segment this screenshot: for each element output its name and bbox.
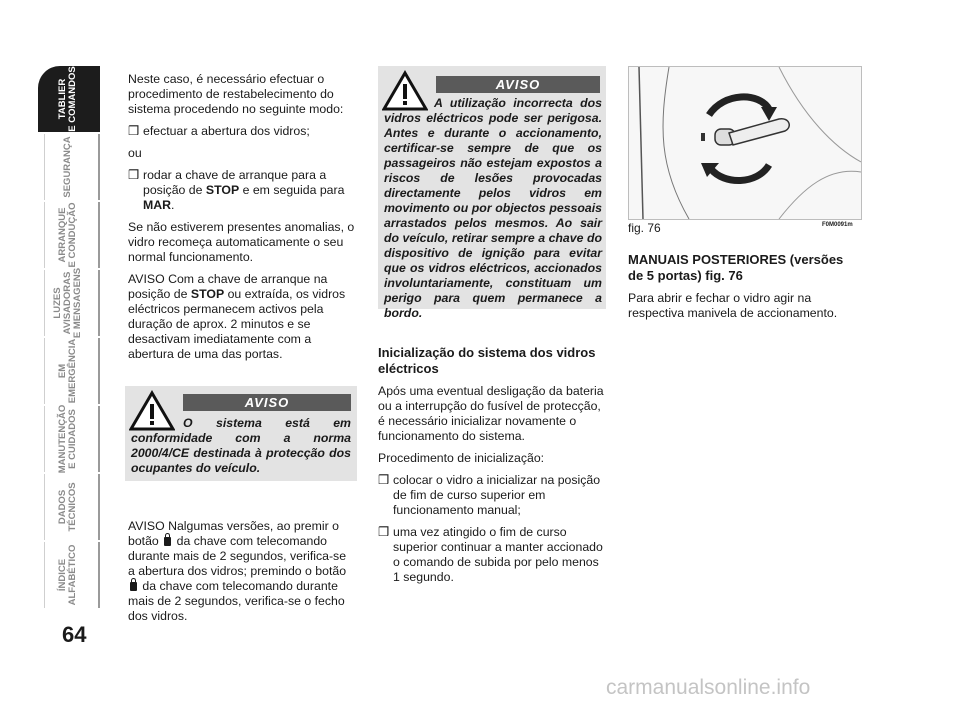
paragraph: Neste caso, é necessário efectuar o procedimento de restabelecimento do sistema procedendo no seguinte modo: xyxy=(128,72,344,116)
tab-luzes-avisadoras[interactable] xyxy=(38,267,100,339)
figure-window-crank xyxy=(628,66,862,220)
tab-label: EM EMERGÊNCIA xyxy=(57,338,78,404)
text-run: da chave com telecomando durante mais de 2 segundos, verifica-se a abertura dos vidros; premindo o botão xyxy=(128,534,347,578)
paragraph: Após uma eventual desligação da bateria ou a interrupção do fusível de protecção, é necessário inicializar novamente o funcionamento do sistema. xyxy=(378,384,604,443)
tab-tablier-e-comandos[interactable] xyxy=(38,66,100,132)
column-left xyxy=(128,72,356,369)
paragraph: Para abrir e fechar o vidro agir na respectiva manivela de accionamento. xyxy=(628,291,838,320)
list-item-text: e em seguida para xyxy=(239,183,345,197)
warning-text: A utilização incorrecta dos vidros eléctricos pode ser perigosa. Antes e durante o accionamento, certificar-se sempre de que os passageiros não estejam expostos a riscos de lesões provocadas directamente pelos vidros em movimento ou por objectos pessoais arrastados pelos mesmos. Ao sair do veículo, retirar sempre a chave do dispositivo de ignição para evitar que os vidros eléctricos, accionados involuntariamente, constituam um perigo para quem permanece a bordo. xyxy=(384,96,602,320)
keyword-stop: STOP xyxy=(205,183,240,197)
list-item-text: uma vez atingido o fim de curso superior continuar a manter accionado o comando de subida por pelo menos 1 segundo. xyxy=(393,525,603,584)
column-right xyxy=(628,252,858,328)
warning-title: AVISO xyxy=(183,394,351,411)
warning-title: AVISO xyxy=(436,76,600,93)
tab-em-emergencia[interactable] xyxy=(38,338,100,404)
text-run: AVISO Com a chave de arranque na posição de xyxy=(128,272,328,301)
section-heading: MANUAIS POSTERIORES (versões de 5 portas) fig. 76 xyxy=(628,252,844,283)
tab-label: MANUTENÇÃO E CUIDADOS xyxy=(57,404,78,474)
checkbox-icon: ❒ xyxy=(378,525,390,539)
tab-indice-alfabetico[interactable] xyxy=(38,542,100,608)
checkbox-icon: ❒ xyxy=(128,124,140,138)
list-item xyxy=(128,168,356,213)
tab-manutencao-e-cuidados[interactable] xyxy=(38,406,100,472)
warning-text: O sistema está em conformidade com a norma 2000/4/CE destinada à protecção dos ocupantes do veículo. xyxy=(131,416,351,475)
tab-label: ÍNDICE ALFABÉTICO xyxy=(57,544,78,606)
paragraph xyxy=(128,519,356,624)
list-item-text: efectuar a abertura dos vidros; xyxy=(143,124,310,138)
tab-label: LUZES AVISADORAS E MENSAGENS xyxy=(52,267,83,339)
tab-label: ARRANQUE E CONDUÇÃO xyxy=(57,202,78,268)
paragraph xyxy=(128,272,356,362)
watermark: carmanualsonline.info xyxy=(606,676,811,699)
warning-box-vidros xyxy=(378,66,606,320)
tab-label: SEGURANÇA xyxy=(62,136,73,198)
keyword-mar: MAR xyxy=(143,198,172,212)
column-left-bottom xyxy=(128,519,356,631)
tab-label: DADOS TÉCNICOS xyxy=(57,482,78,532)
window-crank-illustration xyxy=(629,67,861,219)
tab-dados-tecnicos[interactable] xyxy=(38,474,100,540)
figure-code: F0M0091m xyxy=(822,222,853,228)
column-middle xyxy=(378,345,606,592)
lock-icon xyxy=(164,537,171,546)
tab-seguranca[interactable] xyxy=(38,134,100,200)
checkbox-icon: ❒ xyxy=(128,168,140,182)
list-item-text: . xyxy=(171,198,175,212)
list-item-text: colocar o vidro a inicializar na posição de fim de curso superior em funcionamento manual; xyxy=(393,473,601,517)
paragraph: Procedimento de inicialização: xyxy=(378,451,545,465)
page-number: 64 xyxy=(62,622,87,647)
checkbox-icon: ❒ xyxy=(378,473,390,487)
list-item xyxy=(378,525,606,585)
list-item xyxy=(378,473,606,518)
list-item-text: rodar a chave de arranque para a posição de xyxy=(143,168,327,197)
list-item xyxy=(128,124,356,139)
text-run: da chave com telecomando durante mais de 2 segundos, verifica-se o fecho dos vidros. xyxy=(128,579,345,623)
text-run: AVISO Nalgumas versões, ao premir o botão xyxy=(128,519,339,548)
paragraph: ou xyxy=(128,146,142,160)
figure-caption: fig. 76 xyxy=(628,221,661,235)
text-run: ou extraída, os vidros eléctricos permanecem activos pela duração de aprox. 2 minutos e se desactivam imediatamente com a abertura de uma das portas. xyxy=(128,287,346,361)
warning-box-norma xyxy=(125,386,357,481)
tab-arranque-e-conducao[interactable] xyxy=(38,202,100,268)
tab-label: TABLIER E COMANDOS xyxy=(57,66,78,132)
lock-icon xyxy=(130,582,137,591)
keyword-stop: STOP xyxy=(190,287,225,301)
section-heading: Inicialização do sistema dos vidros eléctricos xyxy=(378,345,596,376)
paragraph: Se não estiverem presentes anomalias, o vidro recomeça automaticamente o seu normal funcionamento. xyxy=(128,220,355,264)
